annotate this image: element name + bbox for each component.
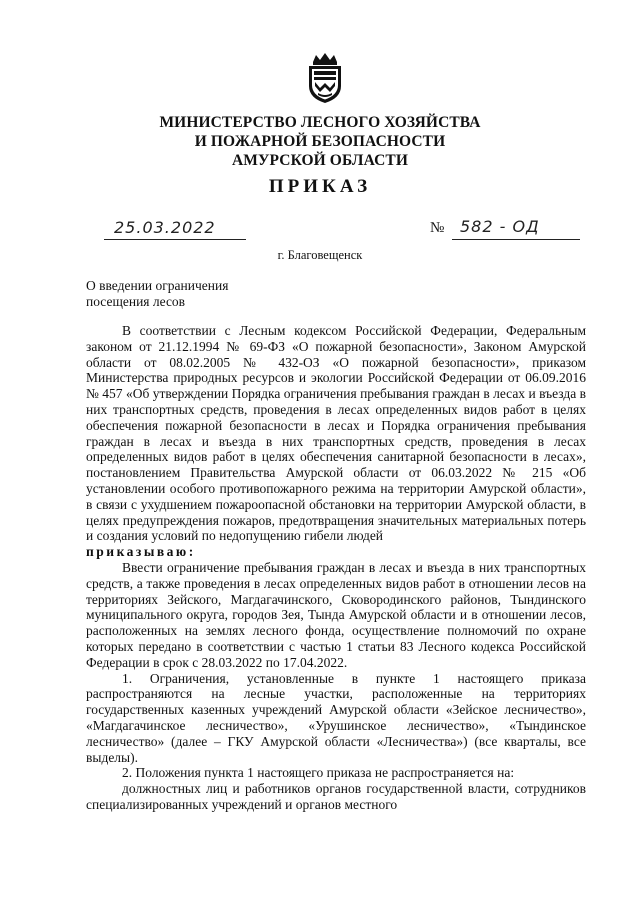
subject-line: О введении ограничения xyxy=(86,278,229,293)
date-underline xyxy=(104,239,246,240)
ministry-line: АМУРСКОЙ ОБЛАСТИ xyxy=(232,152,408,169)
ministry-line: И ПОЖАРНОЙ БЕЗОПАСНОСТИ xyxy=(194,133,446,150)
coat-of-arms-icon xyxy=(304,52,346,104)
city-name: г. Благовещенск xyxy=(277,248,363,262)
document-number: 582 - ОД xyxy=(460,217,540,236)
number-underline xyxy=(452,239,580,240)
document-subject xyxy=(86,278,228,310)
item-2-paragraph: 2. Положения пункта 1 настоящего приказа не распространяется на: xyxy=(122,765,515,781)
subject-line: посещения лесов xyxy=(86,294,186,309)
item-1-paragraph: 1. Ограничения, установленные в пункте 1 настоящего приказа распространяются на лесные участки, расположенные на территориях государственных казенных учреждений Амурской области «Зейское лесничество», «Магдагачинское лесничество», «Урушинское лесничество», «Тындинское лесничество» (далее – ГКУ Амурской области «Лесничества») (все кварталы, все выделы). xyxy=(86,670,586,765)
number-sign: № xyxy=(430,220,445,236)
order-paragraph: Ввести ограничение пребывания граждан в лесах и въезда в них транспортных средств, а также проведения в лесах определенных видов работ в отношении лесов на территориях Зейского, Магдагачинского, Сковородинского районов, Тындинского муниципального округа, городов Зея, Тында Амурской области и в отношении лесов, расположенных на землях лесного фонда, осуществление полномочий по охране которых передано в соответствии с частью 1 статьи 83 Лесного кодекса Российской Федерации в срок с 28.03.2022 по 17.04.2022. xyxy=(86,559,586,670)
ministry-line: МИНИСТЕРСТВО ЛЕСНОГО ХОЗЯЙСТВА xyxy=(159,114,481,131)
item-2-continuation: должностных лиц и работников органов государственной власти, сотрудников специализированных учреждений и органов местного xyxy=(86,781,586,812)
document-type-title: ПРИКАЗ xyxy=(268,176,372,197)
document-date: 25.03.2022 xyxy=(114,218,216,237)
document-body xyxy=(86,323,586,813)
ministry-name xyxy=(0,113,640,170)
orders-word: приказываю: xyxy=(86,544,196,560)
preamble-paragraph: В соответствии с Лесным кодексом Российской Федерации, Федеральным законом от 21.12.1994 № 69-ФЗ «О пожарной безопасности», Законом Амурской области от 08.02.2005 № 432-ОЗ «О пожарной безопасности», приказом Министерства природных ресурсов и экологии Российской Федерации от 06.09.2016 № 457 «Об утверждении Порядка ограничения пребывания граждан в лесах и въезда в них транспортных средств, проведения в лесах определенных видов работ в целях обеспечения пожарной безопасности в лесах и Порядка ограничения пребывания граждан в лесах и въезда в них транспортных средств, проведения в лесах определенных видов работ в целях обеспечения санитарной безопасности в лесах», постановлением Правительства Амурской области от 06.03.2022 № 215 «Об установлении особого противопожарного режима на территории Амурской области», в связи с ухудшением пожароопасной обстановки на территории Амурской области, в целях предупреждения пожаров, предотвращения значительных материальных потерь и создания условий по недопущению гибели людей xyxy=(86,323,586,544)
